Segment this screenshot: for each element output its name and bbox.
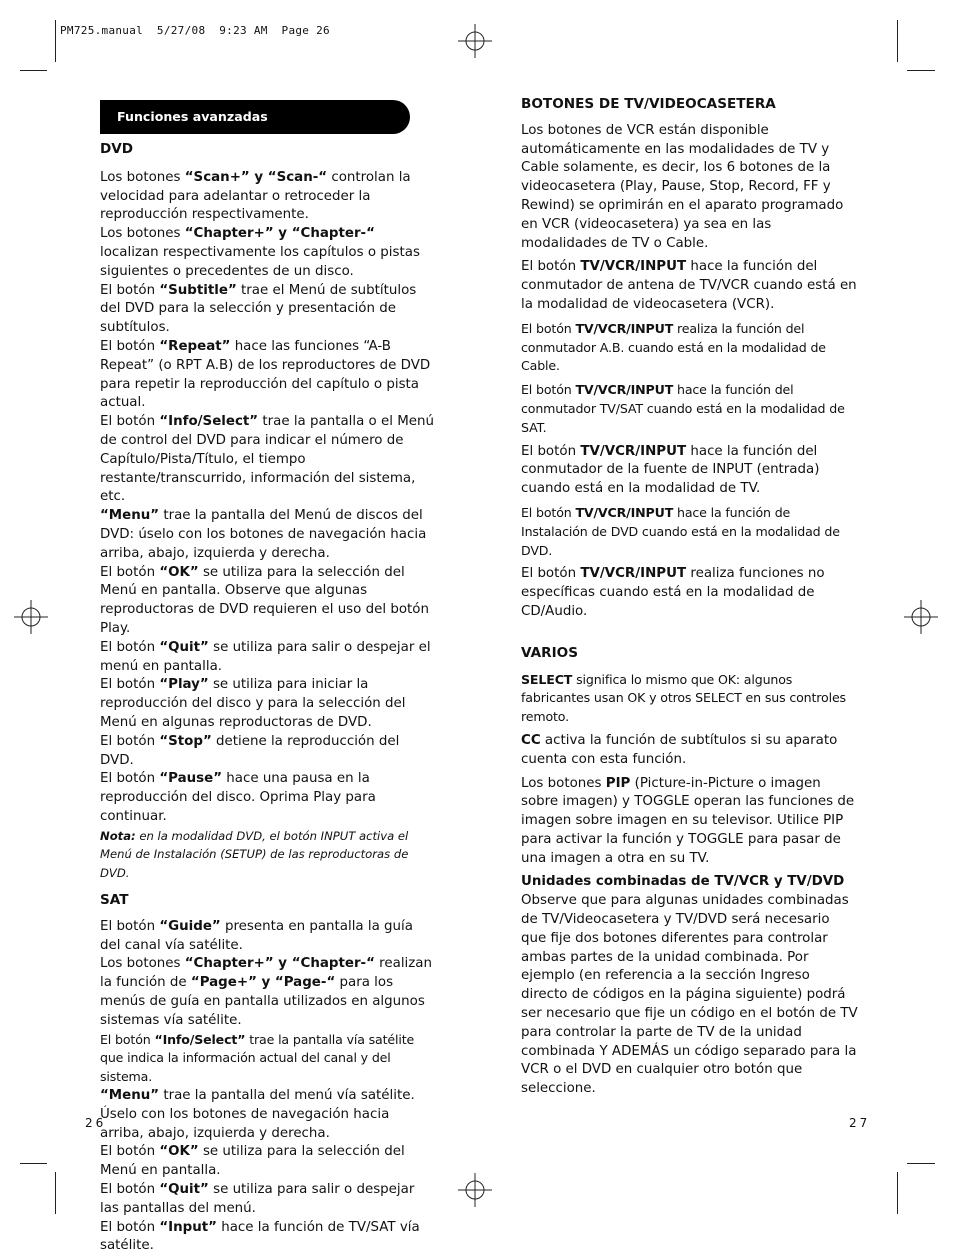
crop-mark xyxy=(907,70,935,71)
registration-mark-icon xyxy=(14,600,48,634)
crop-mark xyxy=(897,20,898,62)
sat-paragraph: El botón “Quit” se utiliza para salir o despejar las pantallas del menú. xyxy=(100,1182,415,1216)
left-column xyxy=(100,140,436,1256)
varios-paragraph: CC activa la función de subtítulos si su aparato cuenta con esta función. xyxy=(521,732,838,767)
dvd-paragraph: El botón “Play” se utiliza para iniciar la reproducción del disco y para la selección del Menú en algunas reproductoras de DVD. xyxy=(100,677,406,730)
sat-paragraph: Los botones “Chapter+” y “Chapter-“ realizan la función de “Page+” y “Page-“ para los menús de guía en pantalla utilizados en algunos sistemas vía satélite. xyxy=(100,956,432,1028)
combo-paragraph: Observe que para algunas unidades combinadas de TV/Videocasetera y TV/DVD será necesario que fije dos botones diferentes para controlar ambas partes de la unidad combinada. Por ejemplo (en referencia a la sección Ingreso directo de códigos en la página siguiente) podrá ser necesario que fije un código en el botón de TV para controlar la parte de TV de la unidad combinada Y ADEMÁS un código separado para la VCR o el DVD en cualquier otro botón que seleccione. xyxy=(521,893,858,1097)
sat-heading: SAT xyxy=(100,892,129,909)
page-number-left: 26 xyxy=(85,1116,107,1130)
varios-paragraph: SELECT significa lo mismo que OK: algunos fabricantes usan OK y otros SELECT en sus controles remoto. xyxy=(521,671,846,725)
crop-mark xyxy=(20,70,47,71)
crop-mark xyxy=(20,1163,47,1164)
sat-paragraph: El botón “Guide” presenta en pantalla la guía del canal vía satélite. xyxy=(100,918,413,953)
dvd-note: Nota: en la modalidad DVD, el botón INPUT activa el Menú de Instalación (SETUP) de las reproductoras de DVD. xyxy=(100,828,409,881)
tvvcr-intro: Los botones de VCR están disponible automáticamente en las modalidades de TV y Cable solamente, es decir, los 6 botones de la videocasetera (Play, Pause, Stop, Record, FF y Rewind) se oprimirán en el aparato programado en VCR (videocasetera) ya sea en las modalidades de TV o Cable. xyxy=(521,122,844,251)
printer-slug: PM725.manual 5/27/08 9:23 AM Page 26 xyxy=(60,24,330,37)
sat-paragraph: El botón “Input” hace la función de TV/SAT vía satélite. xyxy=(100,1219,420,1254)
dvd-paragraph: El botón “Pause” hace una pausa en la reproducción del disco. Oprima Play para continuar. xyxy=(100,771,376,824)
tvvcr-paragraph: El botón TV/VCR/INPUT realiza funciones no específicas cuando está en la modalidad de CD/Audio. xyxy=(521,566,825,619)
dvd-heading: DVD xyxy=(100,141,134,157)
varios-heading: VARIOS xyxy=(521,644,578,661)
registration-mark-icon xyxy=(904,600,938,634)
registration-mark-icon xyxy=(458,1173,492,1207)
varios-paragraph: Los botones PIP (Picture-in-Picture o imagen sobre imagen) y TOGGLE operan las funciones de imagen sobre imagen en su televisor. Utilice PIP para activar la función y TOGGLE para pasar de una imagen a otra en su TV. xyxy=(521,775,855,866)
dvd-paragraph: El botón “Stop” detiene la reproducción del DVD. xyxy=(100,733,400,768)
combo-title: Unidades combinadas de TV/VCR y TV/DVD xyxy=(521,874,845,890)
dvd-paragraph: “Menu” trae la pantalla del Menú de discos del DVD: úselo con los botones de navegación hacia arriba, abajo, izquierda y derecha. xyxy=(100,508,427,561)
dvd-paragraph: Los botones “Scan+” y “Scan-“ controlan la velocidad para adelantar o retroceder la reproducción respectivamente. xyxy=(100,169,411,223)
sat-paragraph: El botón “OK” se utiliza para la selección del Menú en pantalla. xyxy=(100,1144,405,1179)
page-number-right: 27 xyxy=(849,1116,871,1130)
dvd-paragraph: El botón “Info/Select” trae la pantalla o el Menú de control del DVD para indicar el número de Capítulo/Pista/Título, el tiempo restante/transcurrido, información del sistema, etc. xyxy=(100,414,434,505)
crop-mark xyxy=(897,1172,898,1214)
tvvcr-paragraph: El botón TV/VCR/INPUT hace la función del conmutador de antena de TV/VCR cuando está en la modalidad de videocasetera (VCR). xyxy=(521,259,857,312)
crop-mark xyxy=(907,1163,935,1164)
tvvcr-paragraph: El botón TV/VCR/INPUT hace la función del conmutador de la fuente de INPUT (entrada) cuando está en la modalidad de TV. xyxy=(521,443,820,497)
registration-mark-icon xyxy=(458,24,492,58)
sat-paragraph: “Menu” trae la pantalla del menú vía satélite. Úselo con los botones de navegación hacia arriba, abajo, izquierda y derecha. xyxy=(100,1088,415,1141)
crop-mark xyxy=(55,20,56,62)
dvd-paragraph: Los botones “Chapter+” y “Chapter-“ localizan respectivamente los capítulos o pistas siguientes o precedentes de un disco. xyxy=(100,226,420,279)
dvd-paragraph: El botón “Subtitle” trae el Menú de subtítulos del DVD para la selección y presentación de subtítulos. xyxy=(100,282,417,336)
right-column xyxy=(521,95,859,1099)
dvd-paragraph: El botón “OK” se utiliza para la selección del Menú en pantalla. Observe que algunas reproductoras de DVD requieren el uso del botón Play. xyxy=(100,564,429,636)
dvd-paragraph: El botón “Repeat” hace las funciones “A-B Repeat” (o RPT A.B) de los reproductores de DVD para repetir la reproducción del capítulo o pista actual. xyxy=(100,338,431,411)
crop-mark xyxy=(55,1172,56,1214)
tvvcr-paragraph: El botón TV/VCR/INPUT realiza la función del conmutador A.B. cuando está en la modalidad de Cable. xyxy=(521,320,826,374)
dvd-paragraph: El botón “Quit” se utiliza para salir o despejar el menú en pantalla. xyxy=(100,639,431,674)
section-banner: Funciones avanzadas xyxy=(100,100,410,134)
tvvcr-paragraph: El botón TV/VCR/INPUT hace la función de Instalación de DVD cuando está en la modalidad de DVD. xyxy=(521,504,840,558)
sat-paragraph: El botón “Info/Select” trae la pantalla vía satélite que indica la información actual del canal y del sistema. xyxy=(100,1031,415,1085)
tvvcr-heading: BOTONES DE TV/VIDEOCASETERA xyxy=(521,96,776,112)
tvvcr-paragraph: El botón TV/VCR/INPUT hace la función del conmutador TV/SAT cuando está en la modalidad de SAT. xyxy=(521,382,845,435)
